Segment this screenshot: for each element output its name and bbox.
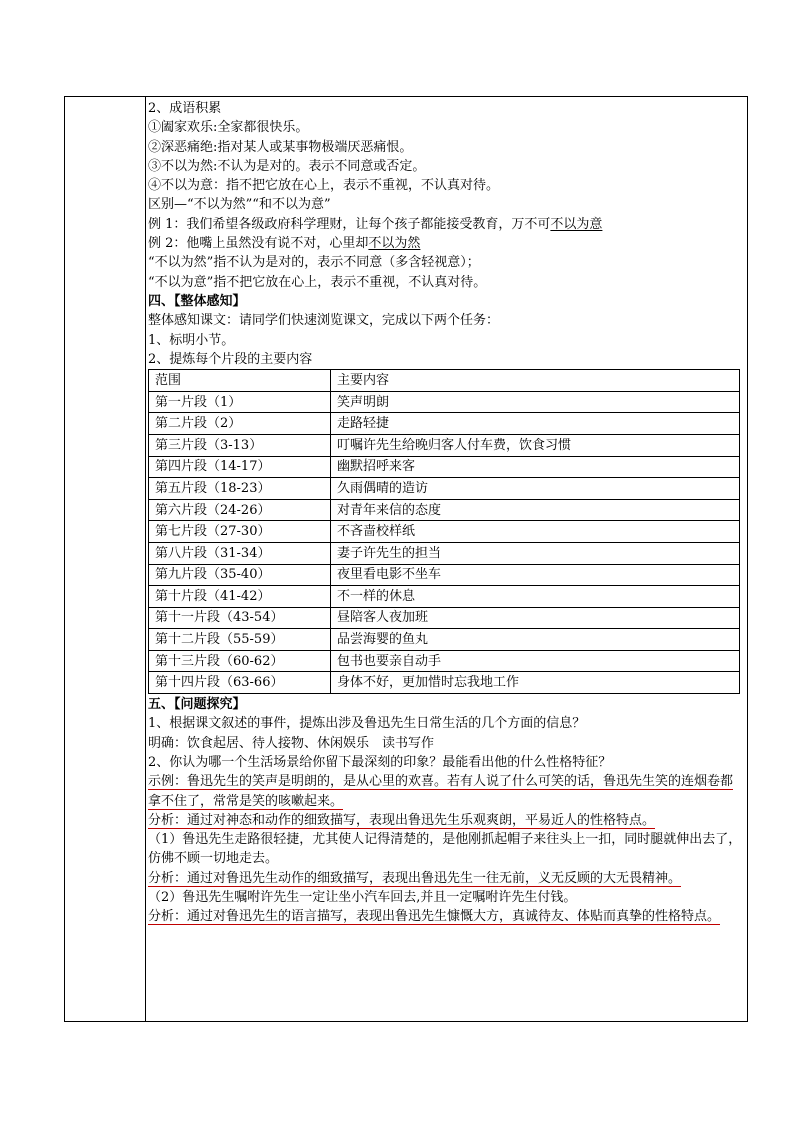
- item-1: （1）鲁迅先生走路很轻捷，尤其使人记得清楚的，是他刚抓起帽子来往头上一扣，同时腿就伸出去了，仿佛不顾一切地走去。: [148, 832, 742, 867]
- analysis-1: [148, 869, 744, 888]
- content-cell: [148, 99, 744, 927]
- difference-title: 区别—“不以为然”“和不以为意”: [148, 197, 331, 213]
- header-range: 范围: [149, 370, 331, 392]
- left-column: [65, 97, 146, 1021]
- question-1: 1、根据课文叙述的事件，提炼出涉及鲁迅先生日常生活的几个方面的信息？: [148, 716, 586, 732]
- idiom-item: ①阖家欢乐:全家都很快乐。: [148, 120, 309, 136]
- segment-range: 第十四片段（63-66）: [149, 672, 331, 694]
- task-1: 1、标明小节。: [148, 332, 235, 348]
- table-row: [149, 629, 740, 651]
- example-1-text: 例 1：我们希望各级政府科学理财，让每个孩子都能接受教育，万不可: [148, 216, 551, 232]
- analysis-2: [148, 907, 744, 926]
- table-row: [149, 586, 740, 608]
- analysis-0: [148, 811, 744, 830]
- idiom-item: ③不以为然:不认为是对的。表示不同意或否定。: [148, 158, 426, 174]
- segment-content: 妻子许先生的担当: [331, 542, 740, 564]
- example-2-answer: 不以为然: [368, 236, 421, 252]
- section4-heading: 四、【整体感知】: [148, 293, 246, 309]
- segment-range: 第七片段（27-30）: [149, 521, 331, 543]
- segment-content: 走路轻捷: [331, 413, 740, 435]
- segment-content: 包书也要亲自动手: [331, 650, 740, 672]
- segment-content: 幽默招呼来客: [331, 456, 740, 478]
- answer-1: 明确：饮食起居、待人接物、休闲娱乐 读书写作: [148, 735, 435, 751]
- segment-content: 不一样的休息: [331, 586, 740, 608]
- table-row: [149, 672, 740, 694]
- item-2: （2）鲁迅先生嘱咐许先生一定让坐小汽车回去,并且一定嘱咐许先生付钱。: [148, 890, 577, 906]
- table-row: [149, 478, 740, 500]
- note-2: “不以为意”指不把它放在心上，表示不重视，不认真对待。: [148, 274, 487, 290]
- segment-content: 不吝啬校样纸: [331, 521, 740, 543]
- lesson-table: [64, 96, 748, 1022]
- table-row: [149, 521, 740, 543]
- header-content: 主要内容: [331, 370, 740, 392]
- segment-content: 昼陪客人夜加班: [331, 607, 740, 629]
- table-row: [149, 607, 740, 629]
- example-2: [148, 234, 744, 253]
- segment-content: 身体不好，更加惜时忘我地工作: [331, 672, 740, 694]
- segment-range: 第九片段（35-40）: [149, 564, 331, 586]
- segment-range: 第一片段（1）: [149, 391, 331, 413]
- segment-range: 第十片段（41-42）: [149, 586, 331, 608]
- idiom-item: ④不以为意：指不把它放在心上，表示不重视，不认真对待。: [148, 178, 500, 194]
- question-2: 2、你认为哪一个生活场景给你留下最深刻的印象？最能看出他的什么性格特征？: [148, 754, 612, 770]
- segment-content: 叮嘱许先生给晚归客人付车费，饮食习惯: [331, 434, 740, 456]
- analysis-0-text: 分析：通过对神态和动作的细致描写，表现出鲁迅先生乐观爽朗，平易近人的性格特点。: [148, 812, 656, 828]
- example-text: [148, 772, 744, 811]
- segment-content: 笑声明朗: [331, 391, 740, 413]
- task-2: 2、提炼每个片段的主要内容: [148, 351, 313, 367]
- table-row: [149, 413, 740, 435]
- example-2-text: 例 2：他嘴上虽然没有说不对，心里却: [148, 236, 369, 252]
- note-1: “不以为然”指不认为是对的，表示不同意（多含轻视意）；: [148, 255, 480, 271]
- idiom-item: ②深恶痛绝:指对某人或某事物极端厌恶痛恨。: [148, 139, 413, 155]
- section4-intro: 整体感知课文：请同学们快速浏览课文，完成以下两个任务：: [148, 313, 500, 329]
- idioms-title: 2、成语积累: [148, 101, 222, 116]
- table-row: [149, 391, 740, 413]
- example-1-answer: 不以为意: [550, 216, 603, 232]
- table-row: [149, 456, 740, 478]
- segment-range: 第八片段（31-34）: [149, 542, 331, 564]
- table-row: [149, 564, 740, 586]
- segment-content: 品尝海婴的鱼丸: [331, 629, 740, 651]
- table-row: [149, 650, 740, 672]
- segment-range: 第十一片段（43-54）: [149, 607, 331, 629]
- segments-table: [148, 369, 740, 694]
- segment-range: 第六片段（24-26）: [149, 499, 331, 521]
- segment-content: 夜里看电影不坐车: [331, 564, 740, 586]
- segment-range: 第三片段（3-13）: [149, 434, 331, 456]
- table-row: [149, 499, 740, 521]
- segment-range: 第十二片段（55-59）: [149, 629, 331, 651]
- segment-range: 第二片段（2）: [149, 413, 331, 435]
- section5-heading: 五、【问题探究】: [148, 697, 246, 713]
- table-row: [149, 542, 740, 564]
- segment-range: 第十三片段（60-62）: [149, 650, 331, 672]
- segment-range: 第四片段（14-17）: [149, 456, 331, 478]
- segment-content: 久雨偶晴的造访: [331, 478, 740, 500]
- table-header-row: [149, 370, 740, 392]
- example-1: [148, 215, 744, 234]
- segment-range: 第五片段（18-23）: [149, 478, 331, 500]
- analysis-2-text: 分析：通过对鲁迅先生的语言描写，表现出鲁迅先生慷慨大方，真诚待友、体贴而真挚的性格特点。: [148, 909, 721, 925]
- segment-content: 对青年来信的态度: [331, 499, 740, 521]
- analysis-1-text: 分析：通过对鲁迅先生动作的细致描写，表现出鲁迅先生一往无前，义无反顾的大无畏精神。: [148, 870, 682, 886]
- example-underlined: 示例：鲁迅先生的笑声是明朗的，是从心里的欢喜。若有人说了什么可笑的话，鲁迅先生笑的连烟卷都拿不住了，常常是笑的咳嗽起来。: [148, 774, 734, 809]
- table-row: [149, 434, 740, 456]
